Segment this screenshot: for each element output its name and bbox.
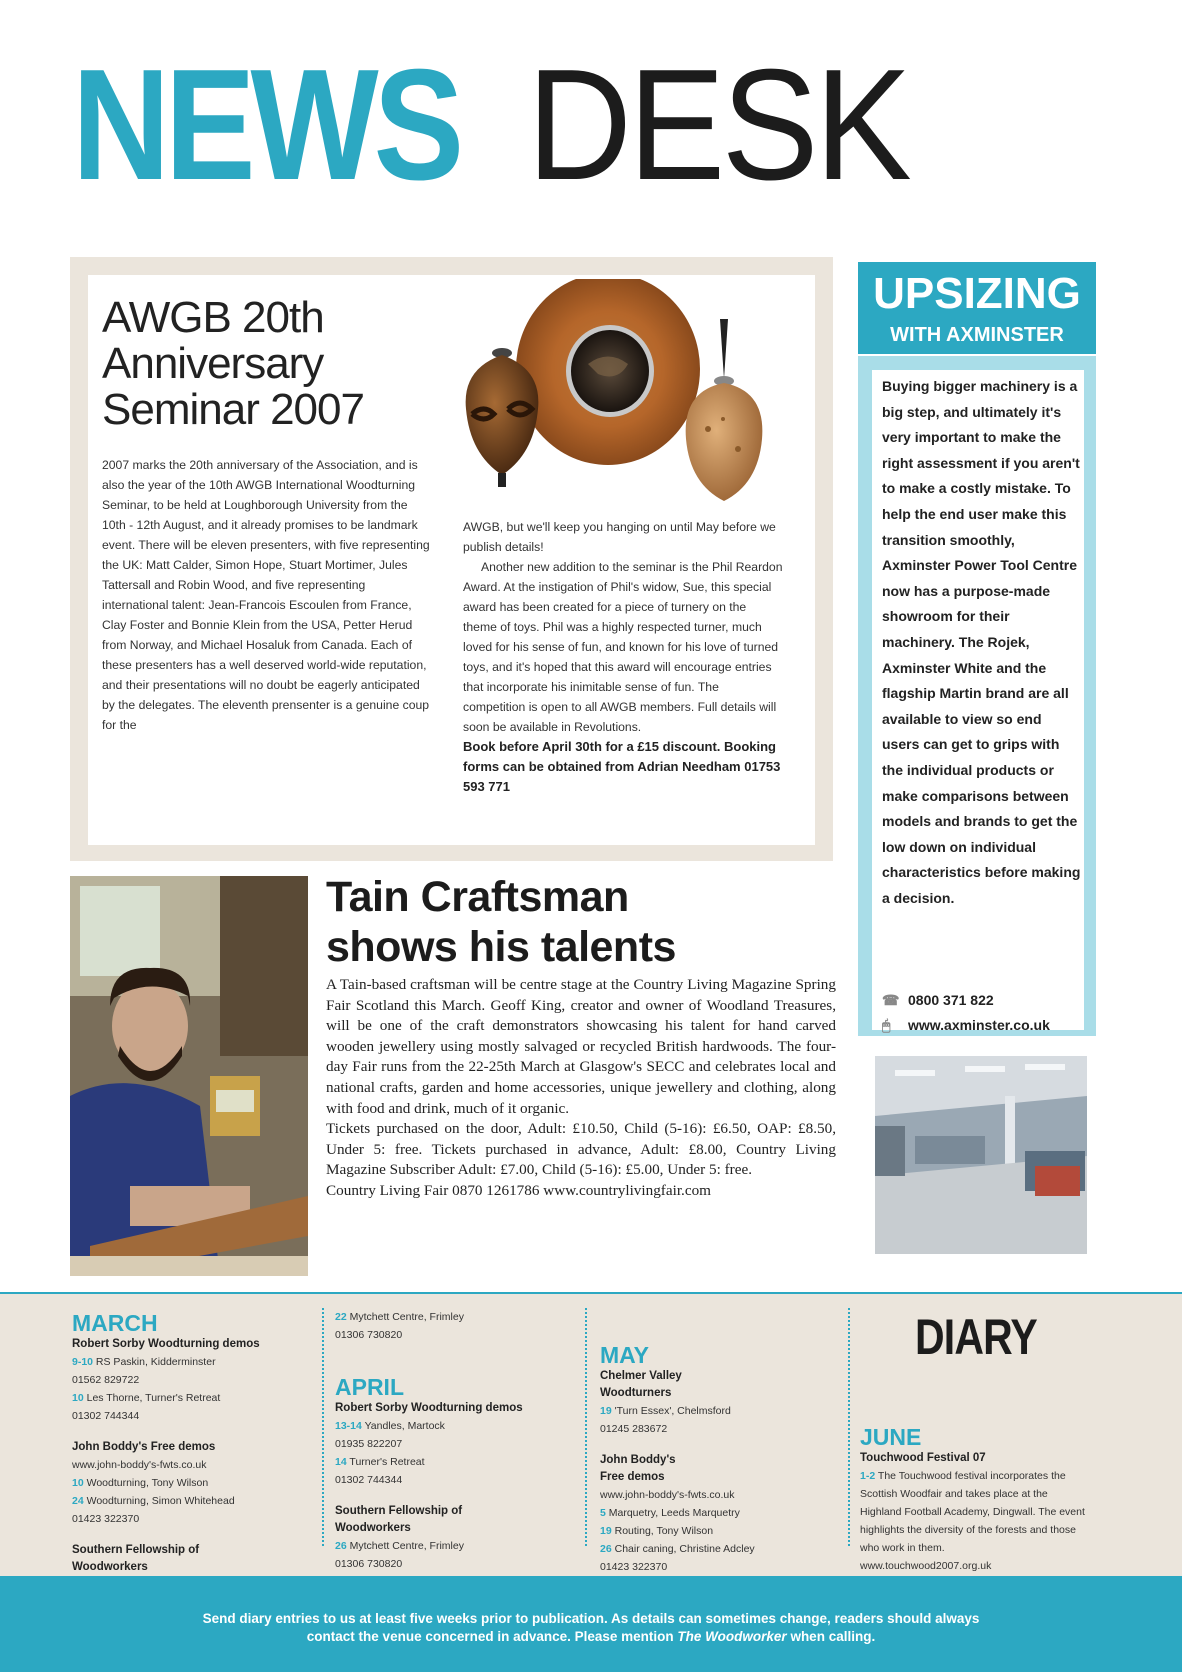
diary-organiser: Southern Fellowship of <box>335 1505 463 1517</box>
diary-entry: 9-10 RS Paskin, Kidderminster <box>72 1356 216 1368</box>
phone-icon: ☎ <box>882 992 900 1008</box>
upsizing-body <box>858 356 1096 1036</box>
awgb-column-1: 2007 marks the 20th anniversary of the Association, and is also the year of the 10th AWGB International Woodturning Seminar, to be held at Loughborough University from the 10th - 12th August, and it already promises to be landmark event. There will be eleven presenters, with five representing the UK: Matt Calder, Simon Hope, Stuart Mortimer, Jules Tattersall and Robin Wood, and five representing international talent: Jean-Francois Escoulen from France, Clay Foster and Bonnie Klein from the USA, Petter Herud from Norway, and Michael Hosaluk from Canada. Each of these presenters has a well deserved world-wide reputation, and their presentations will no doubt be eagerly anticipated by the delegates. The eleventh prensenter is a genuine coup for the <box>102 458 430 732</box>
awgb-booking-info: Book before April 30th for a £15 discount. Booking forms can be obtained from Adrian Needham 01753 593 771 <box>463 739 781 794</box>
diary-column-april <box>335 1308 575 1573</box>
diary-organiser: Chelmer Valley <box>600 1370 682 1382</box>
diary-entry: 22 Mytchett Centre, Frimley <box>335 1311 464 1323</box>
diary-entry: 26 Chair caning, Christine Adcley <box>600 1543 755 1555</box>
diary-organiser: John Boddy's Free demos <box>72 1441 216 1453</box>
masthead <box>72 37 909 213</box>
diary-entry: 24 Woodturning, Simon Whitehead <box>72 1495 235 1507</box>
awgb-article <box>70 257 833 861</box>
diary-heading: DIARY <box>915 1309 1037 1365</box>
awgb-article-inner <box>88 275 815 845</box>
tain-headline-line: shows his talents <box>326 923 676 971</box>
diary-entry: 19 'Turn Essex', Chelmsford <box>600 1405 731 1417</box>
diary-organiser: John Boddy's <box>600 1454 676 1466</box>
diary-phone: 01302 744344 <box>335 1474 403 1486</box>
awgb-headline <box>102 295 432 433</box>
diary-divider <box>585 1308 587 1546</box>
diary-divider <box>322 1308 324 1546</box>
tain-headline-line: Tain Craftsman <box>326 873 629 921</box>
diary-phone: 01302 744344 <box>72 1410 140 1422</box>
diary-phone: 01935 822207 <box>335 1438 403 1450</box>
turned-wood-pieces-photo <box>438 279 788 509</box>
diary-entry: 10 Woodturning, Tony Wilson <box>72 1477 209 1489</box>
upsizing-contact <box>882 988 1082 1038</box>
masthead-desk: DESK <box>527 37 909 213</box>
diary-entry: 19 Routing, Tony Wilson <box>600 1525 714 1537</box>
diary-phone: 01423 322370 <box>600 1561 668 1573</box>
diary-organiser: Woodworkers <box>72 1561 148 1573</box>
upsizing-phone-row <box>882 988 1082 1013</box>
footer-line: contact the venue concerned in advance. Please mention The Woodworker when calling. <box>306 1629 876 1644</box>
upsizing-web-link[interactable]: www.axminster.co.uk <box>908 1017 1050 1033</box>
diary-phone: 01306 730820 <box>335 1329 403 1341</box>
tain-paragraph: A Tain-based craftsman will be centre stage at the Country Living Magazine Spring Fair Scotland this March. Geoff King, creator and owner of Woodland Treasures, will be one of the craft demonstrators showcasing his talent for hand carved wooden jewellery using mostly salvaged or recycled British hardwoods. The four-day Fair runs from the 22-25th March at Glasgow's SECC and celebrates local and national crafts, garden and home accessories, unique jewellery and clothing, along with food and drink, much of it organic. <box>326 976 836 1117</box>
diary-month: MARCH <box>72 1310 158 1336</box>
tain-body <box>326 975 836 1202</box>
diary-entry: 13-14 Yandles, Martock <box>335 1420 445 1432</box>
upsizing-text: Buying bigger machinery is a big step, and ultimately it's very important to make the right assessment if you aren't to make a costly mistake. To help the end user make this transition smoothly, Axminster Power Tool Centre now has a purpose-made showroom for their machinery. The Rojek, Axminster White and the flagship Martin brand are all available to view so end users can get to grips with the individual products or make comparisons between models and brands to get the low down on individual characteristics before making a decision. <box>882 378 1081 906</box>
upsizing-subtitle: WITH AXMINSTER <box>890 324 1064 346</box>
diary-entry: 14 Turner's Retreat <box>335 1456 425 1468</box>
tain-headline <box>326 872 826 972</box>
diary-organiser: Robert Sorby Woodturning demos <box>72 1338 260 1350</box>
diary-organiser: Robert Sorby Woodturning demos <box>335 1402 523 1414</box>
diary-organiser: Woodworkers <box>335 1522 411 1534</box>
diary-organiser: Southern Fellowship of <box>72 1544 200 1556</box>
upsizing-body-inner <box>872 370 1084 1033</box>
upsizing-header <box>858 262 1096 354</box>
diary-footer <box>0 1576 1182 1672</box>
diary-phone: 01245 283672 <box>600 1423 668 1435</box>
awgb-paragraph: Another new addition to the seminar is the Phil Reardon Award. At the instigation of Phil's widow, Sue, this special award has been created for a piece of turnery on the theme of toys. Phil was a highly respected turner, much loved for his sense of fun, and known for his love of turned toys, and it's hoped that this award will encourage entries that incorporate his inimitable sense of fun. The competition is open to all AWGB members. Full details will soon be available in Revolutions. <box>463 560 783 734</box>
diary-month: APRIL <box>335 1374 404 1400</box>
footer-line: Send diary entries to us at least five weeks prior to publication. As details can sometimes change, readers should always <box>202 1611 980 1626</box>
awgb-headline-line: Anniversary <box>102 339 324 388</box>
upsizing-phone: 0800 371 822 <box>908 992 994 1008</box>
diary-phone: 01423 322370 <box>72 1513 140 1525</box>
diary-phone: 01306 730820 <box>335 1558 403 1570</box>
diary-month: JUNE <box>860 1424 922 1450</box>
awgb-headline-line: AWGB 20th <box>102 293 324 342</box>
diary-entry: 10 Les Thorne, Turner's Retreat <box>72 1392 221 1404</box>
diary-organiser: Touchwood Festival 07 <box>860 1452 986 1464</box>
diary-column-march <box>72 1310 312 1576</box>
diary-organiser: Woodturners <box>600 1387 672 1399</box>
diary-entry: 26 Mytchett Centre, Frimley <box>335 1540 464 1552</box>
axminster-showroom-photo <box>875 1056 1087 1254</box>
masthead-news: NEWS <box>72 37 459 213</box>
awgb-headline-line: Seminar 2007 <box>102 385 364 434</box>
diary-divider <box>848 1308 850 1546</box>
awgb-paragraph: AWGB, but we'll keep you hanging on until May before we publish details! <box>463 520 776 554</box>
upsizing-web-row <box>882 1013 1082 1038</box>
diary-web: www.john-boddy's-fwts.co.uk <box>600 1489 735 1501</box>
tain-ticket-info: Tickets purchased on the door, Adult: £10.50, Child (5-16): £6.50, OAP: £8.50, Under 5: free. Tickets purchased in advance, Adult: £8.00, Country Living Magazine Subscriber Adult: £7.00, Child (5-16): £5.00, Under 5: free. <box>326 1120 836 1179</box>
upsizing-title: UPSIZING <box>873 269 1081 318</box>
awgb-column-2 <box>463 517 783 797</box>
diary-month: MAY <box>600 1342 649 1368</box>
craftsman-photo <box>70 876 308 1276</box>
diary-web: www.touchwood2007.org.uk <box>860 1560 992 1572</box>
mouse-icon: 🖱 <box>882 1017 891 1033</box>
tain-contact: Country Living Fair 0870 1261786 www.countrylivingfair.com <box>326 1181 711 1199</box>
diary-column-june <box>860 1424 1092 1575</box>
diary-phone: 01562 829722 <box>72 1374 140 1386</box>
diary-organiser: Free demos <box>600 1471 665 1483</box>
diary-entry: 1-2 The Touchwood festival incorporates the Scottish Woodfair and takes place at the Highland Football Academy, Dingwall. The event highlights the diversity of the forests and those who work in them. <box>860 1470 1085 1554</box>
diary-column-may <box>600 1342 840 1576</box>
magazine-name: The Woodworker <box>677 1629 787 1644</box>
diary-web: www.john-boddy's-fwts.co.uk <box>72 1459 207 1471</box>
diary-entry: 5 Marquetry, Leeds Marquetry <box>600 1507 740 1519</box>
